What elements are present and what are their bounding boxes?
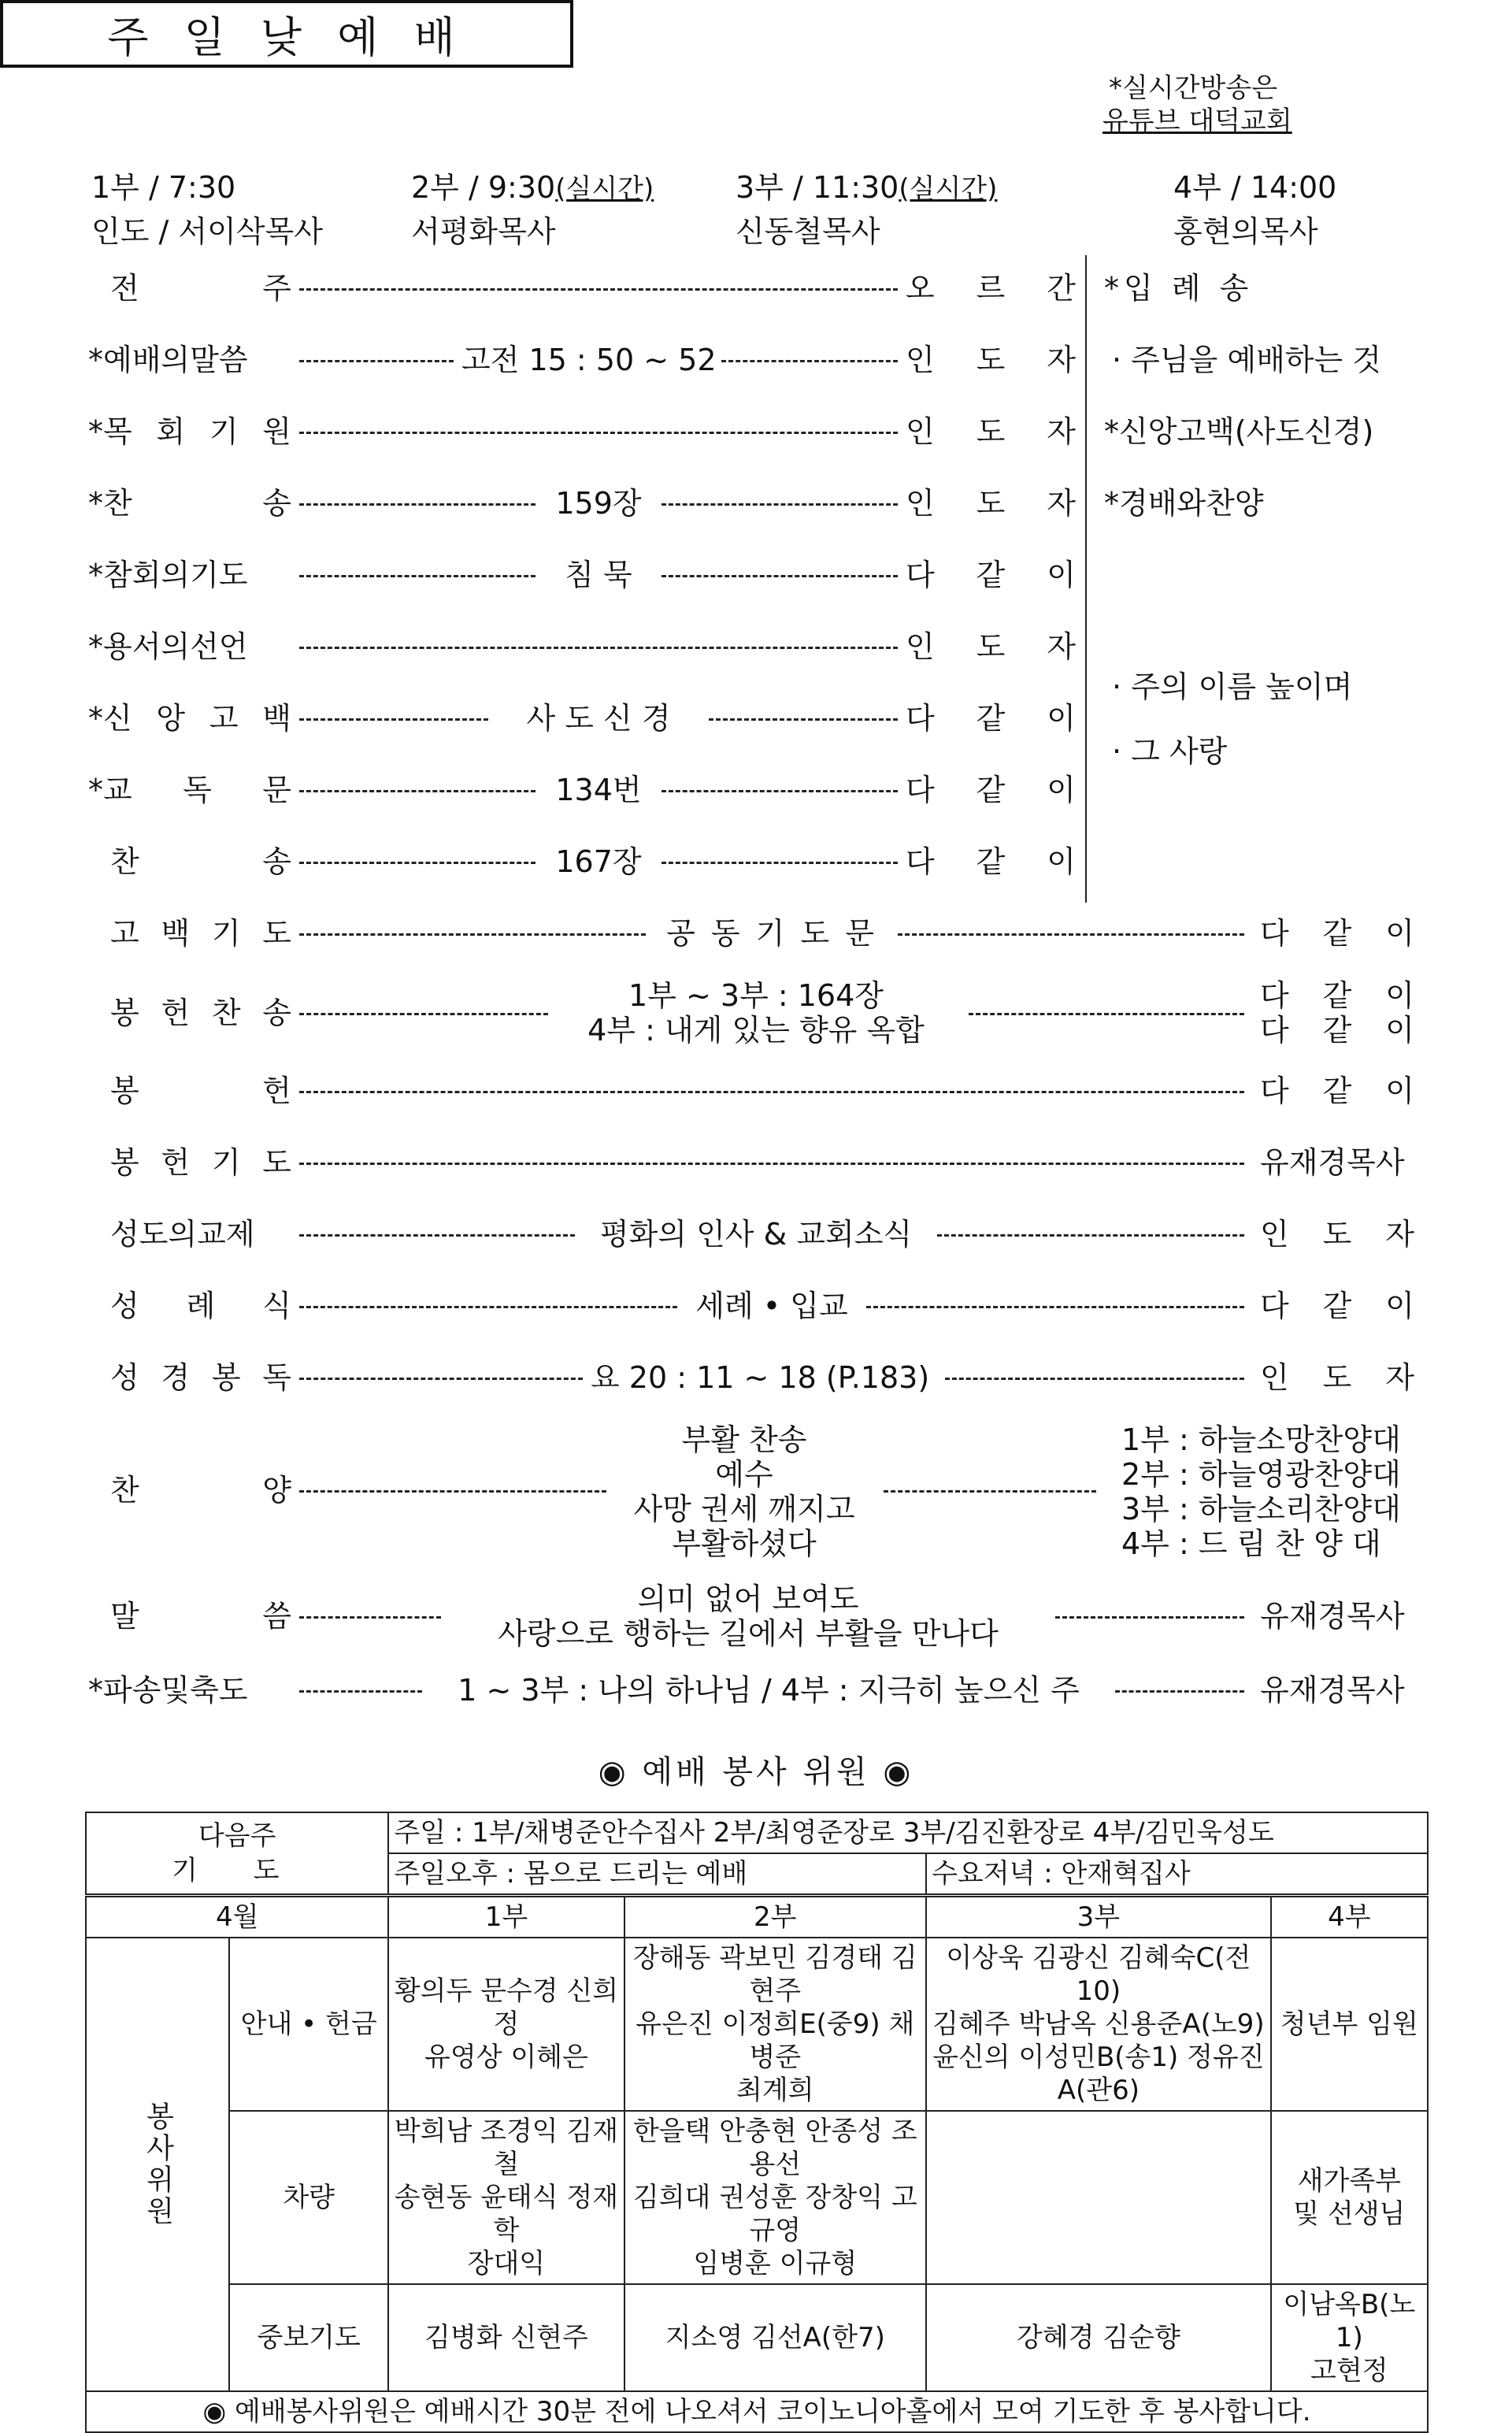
service-2-time: 2부 / 9:30(실시간) [411, 170, 654, 205]
dash-line [1115, 1690, 1244, 1693]
cell: 지소영 김선A(한7) [624, 2284, 927, 2391]
order-person: 인 도 자 [1260, 1360, 1414, 1395]
dash-line [721, 360, 898, 362]
dash-line [299, 718, 488, 721]
dash-line [299, 790, 536, 792]
order-item: 봉 헌 찬 송 [110, 996, 291, 1030]
order-item: 성 례 식 [110, 1289, 291, 1323]
service-3-leader: 신동철목사 [736, 214, 880, 249]
dash-line [884, 1490, 1096, 1493]
order-content: 고전 15 : 50 ~ 52 [461, 343, 717, 377]
order-item: 전 주 [110, 271, 291, 306]
order-person: 인 도 자 [906, 414, 1076, 449]
choir-4: 4부 : 드 림 찬 양 대 [1121, 1526, 1381, 1561]
order-person: 오 르 간 [906, 271, 1076, 306]
row-label: 안내 • 헌금 [229, 1938, 388, 2111]
dash-line [969, 1013, 1244, 1015]
order-item: 말 씀 [110, 1599, 291, 1634]
order-person: 유재경목사 [1260, 1145, 1405, 1180]
service-3-time: 3부 / 11:30(실시간) [736, 170, 998, 205]
cell: 김병화 신현주 [388, 2284, 624, 2391]
dash-line [662, 575, 898, 577]
next-afternoon: 주일오후 : 몸으로 드리는 예배 [388, 1853, 926, 1896]
order-content: 167장 [555, 844, 642, 879]
anthem-line-2: 예수 [715, 1457, 773, 1492]
service-4-time: 4부 / 14:00 [1173, 170, 1337, 205]
order-content: 1 ~ 3부 : 나의 하나님 / 4부 : 지극히 높으신 주 [458, 1673, 1080, 1708]
dash-line [709, 718, 898, 721]
dash-line [299, 575, 536, 577]
order-item: 고 백 기 도 [110, 916, 291, 951]
service-4-leader: 홍현의목사 [1173, 214, 1318, 249]
order-item: *용서의선언 [88, 629, 248, 664]
page-title: 주 일 낮 예 배 [0, 0, 573, 68]
sermon-line-2: 사랑으로 행하는 길에서 부활을 만나다 [498, 1616, 999, 1651]
order-item: *찬 송 [88, 486, 291, 521]
broadcast-note-1: *실시간방송은 [1109, 72, 1278, 104]
order-content: 134번 [555, 773, 642, 807]
cell: 청년부 임원 [1271, 1938, 1428, 2111]
anthem-line-4: 부활하셨다 [672, 1526, 817, 1561]
cell: 이상욱 김광신 김혜숙C(전10) 김혜주 박남옥 신용준A(노9) 윤신의 이성민B(송1) 정유진A(관6) [926, 1938, 1271, 2111]
anthem-line-3: 사망 권세 깨지고 [633, 1492, 855, 1526]
order-person-2: 다 같 이 [1260, 1013, 1414, 1048]
next-sunday: 주일 : 1부/채병준안수집사 2부/최영준장로 3부/김진환장로 4부/김민욱성도 [388, 1812, 1428, 1853]
col-4: 4부 [1271, 1896, 1428, 1938]
dash-line [299, 1234, 575, 1237]
order-item: 봉 헌 [110, 1074, 291, 1108]
cell: 한을택 안충현 안종성 조용선 김희대 권성훈 장창익 고규영 임병훈 이규형 [624, 2111, 927, 2284]
broadcast-note-2: 유튜브 대덕교회 [1102, 106, 1292, 137]
order-content-2: 4부 : 내게 있는 향유 옥합 [587, 1013, 925, 1048]
dash-line [662, 862, 898, 864]
dash-line [299, 1091, 1244, 1093]
anthem-line-1: 부활 찬송 [681, 1422, 807, 1457]
order-person: 인 도 자 [906, 629, 1076, 664]
servants-footer: ◉ 예배봉사위원은 예배시간 30분 전에 나오셔서 코이노니아홀에서 모여 기도한 후 봉사합니다. [86, 2391, 1428, 2432]
order-person: 인 도 자 [906, 343, 1076, 377]
next-wednesday: 수요저녁 : 안재혁집사 [926, 1853, 1428, 1896]
order-item: *신 앙 고 백 [88, 701, 291, 736]
dash-line [299, 1378, 583, 1380]
dash-line [299, 647, 898, 649]
order-item: 찬 송 [110, 844, 291, 879]
praise-song-2: · 그 사랑 [1112, 734, 1228, 769]
servants-table [85, 1812, 1429, 2433]
dash-line [662, 790, 898, 792]
order-person: 인 도 자 [906, 486, 1076, 521]
order-person: 유재경목사 [1260, 1673, 1405, 1708]
order-item: *교 독 문 [88, 773, 291, 807]
order-item: *목 회 기 원 [88, 414, 291, 449]
dash-line [299, 360, 454, 362]
cell: 이남옥B(노1) 고현정 [1271, 2284, 1428, 2391]
dash-line [299, 1013, 548, 1015]
entrance-song: · 주님을 예배하는 것 [1112, 343, 1381, 377]
cell: 박희남 조경익 김재철 송현동 윤태식 정재학 장대익 [388, 2111, 624, 2284]
order-person: 다 같 이 [1260, 1289, 1414, 1323]
dash-line [299, 288, 898, 291]
dash-line [299, 862, 536, 864]
row-label: 중보기도 [229, 2284, 388, 2391]
month-label: 4월 [86, 1896, 388, 1938]
order-person: 다 같 이 [906, 701, 1076, 736]
service-1-leader: 인도 / 서이삭목사 [91, 214, 323, 249]
cell: 강혜경 김순향 [926, 2284, 1271, 2391]
order-person: 인 도 자 [1260, 1217, 1414, 1252]
cell: 황의두 문수경 신희정 유영상 이혜은 [388, 1938, 624, 2111]
dash-line [299, 1163, 1244, 1165]
order-item: 봉 헌 기 도 [110, 1145, 291, 1180]
row-label: 차량 [229, 2111, 388, 2284]
order-item: *파송및축도 [88, 1673, 248, 1708]
choir-1: 1부 : 하늘소망찬양대 [1121, 1422, 1401, 1457]
order-item: 찬 양 [110, 1473, 291, 1508]
dash-line [945, 1378, 1244, 1380]
service-1-time: 1부 / 7:30 [91, 170, 236, 205]
entrance-label: *입 례 송 [1104, 271, 1254, 306]
choir-3: 3부 : 하늘소리찬양대 [1121, 1492, 1401, 1526]
order-content: 사 도 신 경 [526, 701, 671, 736]
cell: 새가족부 및 선생님 [1271, 2111, 1428, 2284]
dash-line [662, 503, 898, 506]
order-person-1: 다 같 이 [1260, 978, 1414, 1013]
dash-line [937, 1234, 1244, 1237]
order-content: 세례 • 입교 [695, 1289, 848, 1323]
dash-line [1055, 1616, 1244, 1619]
order-item: 성도의교제 [110, 1217, 255, 1252]
sermon-line-1: 의미 없어 보여도 [637, 1582, 859, 1616]
praise-label: *경배와찬양 [1104, 486, 1264, 521]
dash-line [299, 1490, 606, 1493]
cell [926, 2111, 1271, 2284]
order-content: 159장 [555, 486, 642, 521]
order-content: 공 동 기 도 문 [666, 916, 877, 951]
order-content-1: 1부 ~ 3부 : 164장 [628, 978, 884, 1013]
order-person: 유재경목사 [1260, 1599, 1405, 1634]
order-item: *예배의말씀 [88, 343, 248, 377]
order-content: 평화의 인사 & 교회소식 [599, 1217, 913, 1252]
next-prayer-label: 다음주 기 도 [86, 1812, 388, 1896]
order-item: 성 경 봉 독 [110, 1360, 291, 1395]
dash-line [299, 503, 536, 506]
service-2-leader: 서평화목사 [411, 214, 556, 249]
order-person: 다 같 이 [1260, 1074, 1414, 1108]
col-2: 2부 [624, 1896, 927, 1938]
col-3: 3부 [926, 1896, 1271, 1938]
choir-2: 2부 : 하늘영광찬양대 [1121, 1457, 1401, 1492]
order-content: 요 20 : 11 ~ 18 (P.183) [591, 1360, 930, 1395]
order-person: 다 같 이 [1260, 916, 1414, 951]
praise-song-1: · 주의 이름 높이며 [1112, 669, 1353, 704]
order-content: 침 묵 [565, 558, 632, 592]
dash-line [299, 933, 646, 936]
dash-line [299, 1616, 441, 1619]
column-divider [1085, 255, 1087, 903]
order-person: 다 같 이 [906, 558, 1076, 592]
col-1: 1부 [388, 1896, 624, 1938]
cell: 장해동 곽보민 김경태 김현주 유은진 이정희E(중9) 채병준 최계희 [624, 1938, 927, 2111]
dash-line [898, 933, 1244, 936]
dash-line [866, 1306, 1244, 1308]
dash-line [299, 432, 898, 434]
dash-line [299, 1690, 422, 1693]
servants-title: ◉ 예배 봉사 위원 ◉ [598, 1754, 914, 1790]
order-person: 다 같 이 [906, 844, 1076, 879]
creed-label: *신앙고백(사도신경) [1104, 414, 1374, 449]
order-person: 다 같 이 [906, 773, 1076, 807]
order-item: *참회의기도 [88, 558, 248, 592]
side-label: 봉사위원 [86, 1938, 229, 2391]
dash-line [299, 1306, 677, 1308]
